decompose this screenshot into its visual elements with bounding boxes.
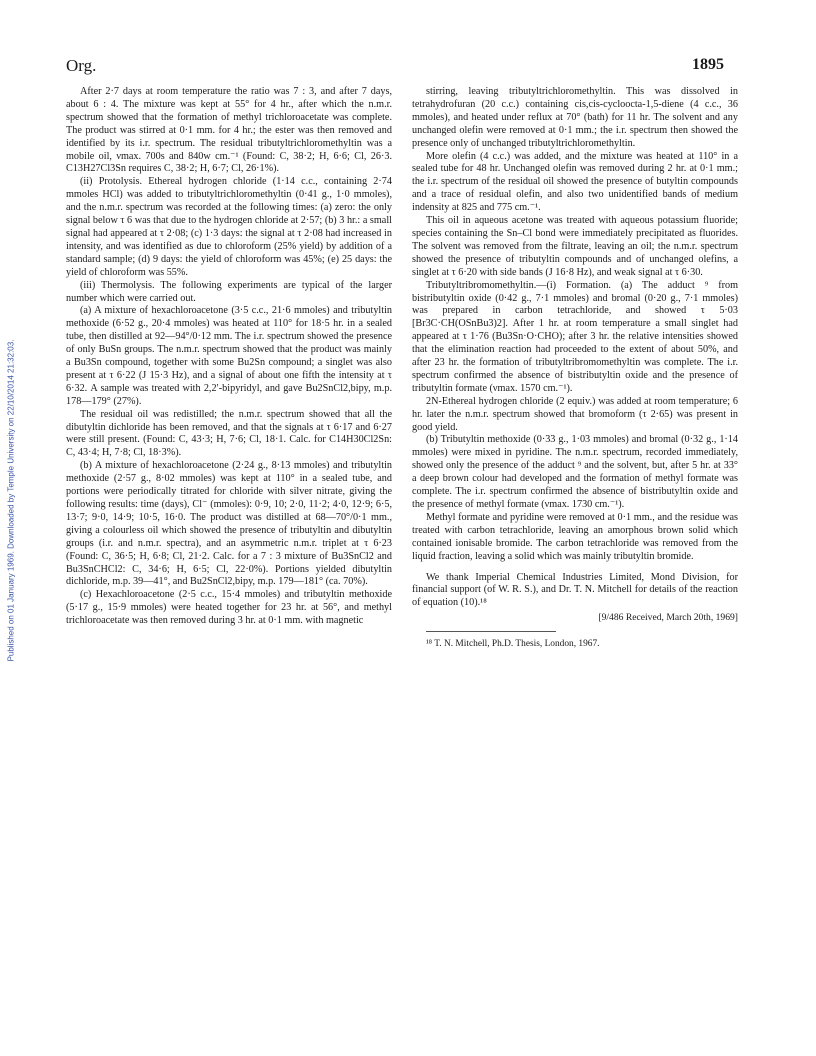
download-notice-text: Published on 01 January 1969. Downloaded by Temple University on 22/10/2014 21:32:03. — [6, 339, 16, 661]
paragraph: (c) Hexachloroacetone (2·5 c.c., 15·4 mmoles) and tributyltin methoxide (5·17 g., 15·9 mmoles) were heated together for 23 hr. at 56°, and methyl trichloroacetate was then removed during 3 hr. at 0·1 mm. with magnetic — [66, 589, 392, 627]
footnote-rule — [426, 631, 556, 632]
right-column — [412, 86, 738, 651]
paragraph: stirring, leaving tributyltrichloromethyltin. This was dissolved in tetrahydrofuran (20 c.c.) containing cis,cis-cycloocta-1,5-diene (4 c.c., 36 mmoles), and heated under reflux at 70° (bath) for 11 hr. The solvent and any unchanged olefin were removed at 0·1 mm.; the i.r. spectrum then showed the presence only of unchanged tributyltrichloromethyltin. — [412, 86, 738, 149]
journal-name: Org. — [66, 56, 97, 75]
left-column — [66, 86, 392, 628]
acknowledgement: We thank Imperial Chemical Industries Limited, Mond Division, for financial support (of W. R. S.), and Dr. T. N. Mitchell for details of the reaction of equation (10).¹⁸ — [412, 571, 738, 609]
received-date: [9/486 Received, March 20th, 1969] — [598, 612, 738, 624]
paragraph: Methyl formate and pyridine were removed at 0·1 mm., and the residue was treated with carbon tetrachloride, leaving an amorphous brown solid which contained ionisable bromide. The carbon tetrachloride was removed from the liquid fraction, leaving a solid which was mainly tributyltin bromide. — [412, 511, 738, 562]
paragraph: The residual oil was redistilled; the n.m.r. spectrum showed that all the dibutyltin dichloride has been removed, and that the signals at τ 6·17 and 6·27 were still present. (Found: C, 43·3; H, 7·6; Cl, 18·1. Calc. for C14H30Cl2Sn: C, 43·4; H, 7·8; Cl, 18·3%). — [66, 408, 392, 459]
paragraph: Tributyltribromomethyltin.—(i) Formation. (a) The adduct ⁹ from bistributyltin oxide (0·42 g., 7·1 mmoles) and bromal (0·20 g., 7·1 mmoles) was prepared in carbon tetrachloride, and showed τ 5·03 [Br3C·CH(OSnBu3)2]. After 1 hr. at room temperature a small singlet had appeared at τ 1·76 (Bu3Sn·O·CHO); after 3 hr. the relative intensities showed that the elimination reaction had proceeded to the extent of about 50%, and after 23 hr. the formation of tributyltribromomethyltin was complete. The i.r. spectrum confirmed the absence of bistributyltin oxide and the presence of tributyltin formate (νmax. 1570 cm.⁻¹). — [412, 279, 738, 394]
download-notice — [4, 240, 18, 760]
paragraph: (ii) Protolysis. Ethereal hydrogen chloride (1·14 c.c., containing 2·74 mmoles HCl) was added to tributyltrichloromethyltin (0·41 g., 1·0 mmoles), and the n.m.r. spectrum was recorded at the following times: (a) zero: the only signal below τ 6 was that due to the hydrogen chloride at 2·57; (b) 3 hr.: a small signal had appeared at τ 2·08; (c) 1·3 days: the signal at τ 2·08 had increased in intensity, and was identified as due to chloroform (25% yield) by addition of a standard sample; (d) 9 days: the yield of chloroform was 45%; (e) 25 days: the yield of chloroform was 55%. — [66, 176, 392, 278]
page-number: 1895 — [692, 56, 724, 73]
paragraph: More olefin (4 c.c.) was added, and the mixture was heated at 110° in a sealed tube for 48 hr. Unchanged olefin was removed during 2 hr. at 0·1 mm.; the i.r. spectrum of the residual oil showed the presence of butyltin compounds and a trace of residual olefin, and also two unidentified bands of medium indensity at 825 and 775 cm.⁻¹. — [412, 150, 738, 214]
paragraph: This oil in aqueous acetone was treated with aqueous potassium fluoride; species containing the Sn–Cl bond were immediately precipitated as fluorides. The solvent was removed from the filtrate, leaving an oil; the n.m.r. spectrum showed the presence of tributyltin compounds and of unchanged olefins, a singlet at τ 6·20 with side bands (J 16·8 Hz), and weak signal at τ 6·30. — [412, 215, 738, 278]
paragraph: (a) A mixture of hexachloroacetone (3·5 c.c., 21·6 mmoles) and tributyltin methoxide (6·52 g., 20·4 mmoles) was heated at 110° for 18·5 hr. in a sealed tube, then distilled at 92—94°/0·12 mm. The i.r. spectrum showed the presence of only BuSn groups. The n.m.r. spectrum showed that the product was mainly a Bu3Sn compound, together with some Bu2Sn compound; a singlet was also present at τ 6·22 (J 15·3 Hz), and a signal of about one fifth the intensity at τ 6·32. A sample was treated with 2,2′-bipyridyl, and gave Bu2SnCl2,bipy, m.p. 178—179° (27%). — [66, 305, 392, 407]
paragraph: (iii) Thermolysis. The following experiments are typical of the larger number which were carried out. — [66, 279, 392, 304]
paragraph: 2N-Ethereal hydrogen chloride (2 equiv.) was added at room temperature; 6 hr. later the n.m.r. spectrum showed that bromoform (τ 2·65) was present in good yield. — [412, 395, 738, 433]
paragraph: (b) Tributyltin methoxide (0·33 g., 1·03 mmoles) and bromal (0·32 g., 1·14 mmoles) were mixed in pyridine. The n.m.r. spectrum, recorded immediately, showed only the presence of the adduct ⁹ and the solvent, but, after 5 hr. at 33° a deep brown colour had developed and the formation of methyl formate was complete. The i.r. spectrum confirmed the absence of bistributyltin oxide and the presence of methyl formate (νmax. 1730 cm.⁻¹). — [412, 434, 738, 510]
paragraph: (b) A mixture of hexachloroacetone (2·24 g., 8·13 mmoles) and tributyltin methoxide (2·57 g., 8·02 mmoles) was kept at 110° in a sealed tube, and portions were periodically titrated for chloride with silver nitrate, giving the following results: time (days), Cl⁻ (mmoles): 0·9, 10; 2·0, 11·2; 4·0, 12·9; 6·5, 13·7; 9·0, 14·9; 10·5, 16·0. The product was distilled at 68—70°/0·1 mm., giving a colourless oil which showed the presence of tributyltin and dibutyltin groups (i.r. and n.m.r. spectra), and an asymmetric n.m.r. triplet at τ 6·23 (Found: C, 36·5; H, 6·8; Cl, 21·2. Calc. for a 7 : 3 mixture of Bu3SnCl2 and Bu3SnCHCl2: C, 34·6; H, 6·5; Cl, 22·0%). Portions yielded dibutyltin dichloride, m.p. 39—41°, and Bu2SnCl2,bipy, m.p. 179—181° (ca. 70%). — [66, 460, 392, 588]
paragraph: After 2·7 days at room temperature the ratio was 7 : 3, and after 7 days, about 6 : 4. The mixture was kept at 55° for 4 hr., after which the n.m.r. spectrum showed that the formation of methyl trichloroacetate was complete. The product was stirred at 0·1 mm. for 4 hr.; the ester was then removed and identified by its i.r. spectrum. The residual tributyltrichloromethyltin was a mobile oil, νmax. 700s and 840w cm.⁻¹ (Found: C, 38·2; H, 6·6; Cl, 26·3. C13H27Cl3Sn requires C, 38·2; H, 6·7; Cl, 26·1%). — [66, 86, 392, 175]
footnote: ¹⁸ T. N. Mitchell, Ph.D. Thesis, London, 1967. — [426, 639, 600, 650]
